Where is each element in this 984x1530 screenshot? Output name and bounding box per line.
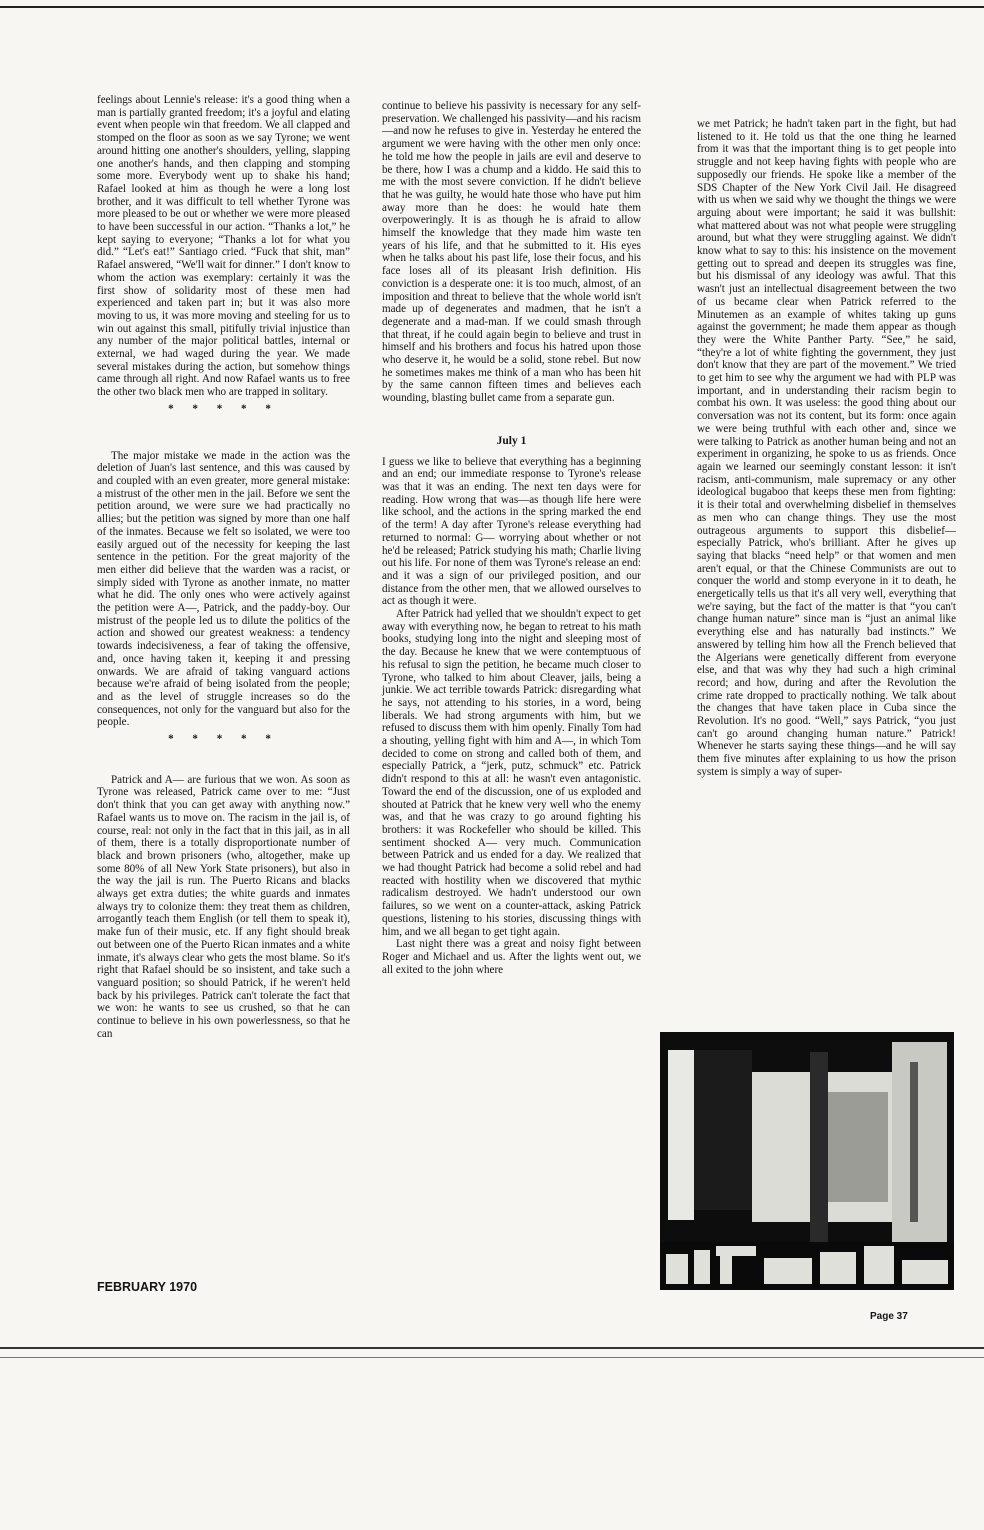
paragraph: Last night there was a great and noisy fight between Roger and Michael and us. After the lights went out, we all exited to the john where (382, 938, 641, 976)
section-separator: * * * * * (168, 402, 279, 415)
prison-photo (660, 1032, 954, 1290)
photo-illustration (660, 1032, 954, 1290)
column-2 (382, 100, 641, 976)
top-rule (0, 6, 984, 8)
bottom-rule-thin (0, 1357, 984, 1358)
paragraph: After Patrick had yelled that we shouldn't expect to get away with everything now, he began to retreat to his math books, studying long into the night and sleeping most of the day. Because he knew that we were contemptuous of his refusal to sign the petition, he became much closer to Tyrone, who talked to him about Cleaver, jails, being a junkie. We act terrible towards Patrick: disregarding what he says, not attending to his stories, in a word, being liberals. We had strong arguments with him, but we refused to discuss them with him openly. Finally Tom had a shouting, yelling fight with him and A—, in which Tom decided to come on strong and called both of them, and especially Patrick, a “jerk, putz, schmuck” etc. Patrick didn't respond to this at all: he wasn't even antagonistic. Toward the end of the discussion, one of us exploded and shouted at Patrick that he knew very well who the enemy was, and that he was crazy to go around fighting his brothers: it was Rockefeller who should be killed. This sentiment shocked A— very much. Communication between Patrick and us ended for a day. We realized that we had thought Patrick had become a solid rebel and had reacted with hostility when we discovered that mythic radicalism destroyed. We hadn't understood our own failures, so we went on a counter-attack, asking Patrick questions, listening to his stories, discussing things with him, and we all began to get tight again. (382, 608, 641, 938)
paragraph: we met Patrick; he hadn't taken part in the fight, but had listened to it. He told us that the one thing he learned from it was that the important thing is to get people into struggle and not keep having fights with people who are supposedly our friends. He spoke like a member of the SDS Chapter of the New York Civil Jail. He disagreed with us when we said why we thought the things we were arguing about were important; he said it was bullshit: what mattered about was not what people were struggling around, but what they were struggling against. We didn't know what to say to this: his insistence on the movement getting out to spread and deepen its struggles was fine, but his dismissal of any ideology was awful. That this wasn't just an intellectual disagreement between the two of us became clear when Patrick referred to the Minutemen as an example of whites taking up guns against the government; he made them appear as though they were the White Panther Party. “See,” he said, “they're a lot of white fighting the government, they just don't know that they are part of the movement.” We tried to get him to see why the argument we had with PLP was important, and in understanding their racism begin to combat his own. It was useless: the good thing about our conversation was not its content, but its form: once again we were being truthful with each other and, since we were talking to Patrick as another human being and not an experiment in organizing, he spoke to us as friends. Once again we learned our seemingly constant lesson: it isn't racism, anti-communism, male supremacy or any other ideological bugaboo that keeps these men from fighting: it is their total and overwhelming disbelief in themselves as men who can change things. They use the most outrageous arguments to support this disbelief—especially Patrick, who's brilliant. After he gives up saying that blacks “need help” or that women and men aren't equal, or that the Chinese Communists are out to conquer the world and stomp everyone in it to death, he energetically tells us that it's all very well, everything that we're saying, but the fact of the matter is that “you can't change human nature” since man is “just an animal like everything else and has naturally bad instincts.” We answered by telling him how all the French believed that the Algerians were genetically different from everyone else, and that was why they had such a high criminal record; and how, during and after the Revolution the crime rate dropped to practically nothing. We talk about the changes that have taken place in Cuba since the Revolution. It's no good. “Well,” says Patrick, “you just can't go around changing human nature.” Patrick! Whenever he starts saying these things—and he will say them five minutes after explaining to us how the prison system is simply a way of super- (697, 118, 956, 778)
page-number: Page 37 (870, 1311, 908, 1322)
section-separator: * * * * * (168, 733, 279, 746)
column-3 (697, 118, 956, 779)
issue-date: FEBRUARY 1970 (97, 1280, 198, 1294)
section-heading: July 1 (496, 434, 527, 447)
paragraph: I guess we like to believe that everything has a beginning and an end; our immediate response to Tyrone's release was that it was an ending. The next ten days were for reading. How wrong that was—as though life here were like school, and the actions in the spring marked the end of the term! A day after Tyrone's release everything had returned to normal: G— worrying about whether or not he'd be released; Patrick studying his math; Charlie living out his life. For none of them was Tyrone's release an end: and it was a sign of our privileged position, and our distance from the other men, that we allowed ourselves to act as though it were. (382, 455, 641, 608)
paragraph: Patrick and A— are furious that we won. As soon as Tyrone was released, Patrick came over to me: “Just don't think that you can get away with anything now.” Rafael wants us to move on. The racism in the jail is, of course, real: not only in the fact that in this jail, as in all of them, there is a totally disproportionate number of black and brown prisoners (who, altogether, make up some 80% of all New York State prisoners), but also in the way the jail is run. The Puerto Ricans and blacks always get extra duties; the white guards and inmates always try to colonize them: they treat them as children, arrogantly teach them English (or tell them to speak it), make fun of their music, etc. If any fight should break out between one of the Puerto Rican inmates and a white inmate, it's always clear who gets the most blame. So it's right that Rafael should be so insistent, and take such a vanguard position; so should Patrick, if he weren't held back by his privileges. Patrick can't tolerate the fact that we won: he wants to see us crushed, so that he can continue to believe in his own powerlessness, so that he can (97, 773, 350, 1040)
paragraph: continue to believe his passivity is necessary for any self-preservation. We challenged his passivity—and his racism—and now he refuses to give in. Yesterday he entered the argument we were having with the other men only once: he told me how the people in jails are evil and deserve to be there, how I was a chump and a kiddo. He said this to me with the most severe conviction. If he didn't believe that he was guilty, he would hate those who have put him away more than he does: he would hate them overpoweringly. It is as though he is afraid to allow himself the knowledge that they made him waste ten years of his life, and that he submitted to it. His eyes when he talks about his past life, lose their focus, and his face loses all of its pleasant Irish definition. His conviction is a desperate one: it is too much, almost, of an imposition and threat to believe that the whole world isn't made up of degenerates and madmen, that he isn't a degenerate and a mad-man. If we could smash through that threat, if he could again begin to believe and trust in himself and his brothers and focus his hatred upon those who deserve it, he would be a solid, stone rebel. But now he sometimes makes me think of a man who has been hit by the same cannon fifteen times and believes each wounding, blasting bullet came from a separate gun. (382, 100, 641, 405)
paragraph: feelings about Lennie's release: it's a good thing when a man is partially granted freedom; it's a joyful and elating event when people win that freedom. We all clapped and stomped on the floor as soon as we say Tyrone; we went around hitting one another's shoulders, yelling, slapping one another's hands, and then clapping and stomping some more. Everybody went up to shake his hand; Rafael looked at him as though he were a long lost brother, and it was difficult to tell whether Tyrone was more pleased to be out or whether we were more pleased to have been successful in our action. “Thanks a lot,” he kept saying to everyone; “Thanks a lot for what you did.” “Let's eat!” Santiago cried. “Fuck that shit, man” Rafael answered, “We'll wait for dinner.” I don't know to whom the action was exemplary: certainly it was the first show of solidarity most of these men had experienced and taken part in; but it was also more moving to us, it was more moving and steeling for us to win out against this small, pitifully trivial injustice than any number of the major political battles, internal or external, we had waged during the year. We made several mistakes during the action, but somehow things came through all right. And now Rafael wants us to free the other two black men who are trapped in solitary. (97, 94, 350, 399)
paragraph: The major mistake we made in the action was the deletion of Juan's last sentence, and this was caused by and coupled with an even greater, more general mistake: a mistrust of the other men in the jail. Before we sent the petition around, we were sure we had practically no allies; but the petition was signed by more than one half of the inmates. Because we felt so isolated, we were too easily argued out of the necessity for keeping the last sentence in the petition. For the great majority of the men either did believe that the warden was a racist, or simply sided with Tyrone as another inmate, no matter what he did. The only ones who were actively against the petition were A—, Patrick, and the paddy-boy. Our mistrust of the people led us to dilute the politics of the action and showed our greatest weakness: a tendency towards indecisiveness, a fear of taking the offensive, and, once having taken it, keeping it and pressing onwards. We are afraid of taking vanguard actions because we're afraid of being isolated from the people; and as the level of struggle increases so do the consequences, not only for the vanguard but also for the people. (97, 449, 350, 729)
column-1 (97, 94, 350, 1041)
bottom-rule (0, 1347, 984, 1349)
